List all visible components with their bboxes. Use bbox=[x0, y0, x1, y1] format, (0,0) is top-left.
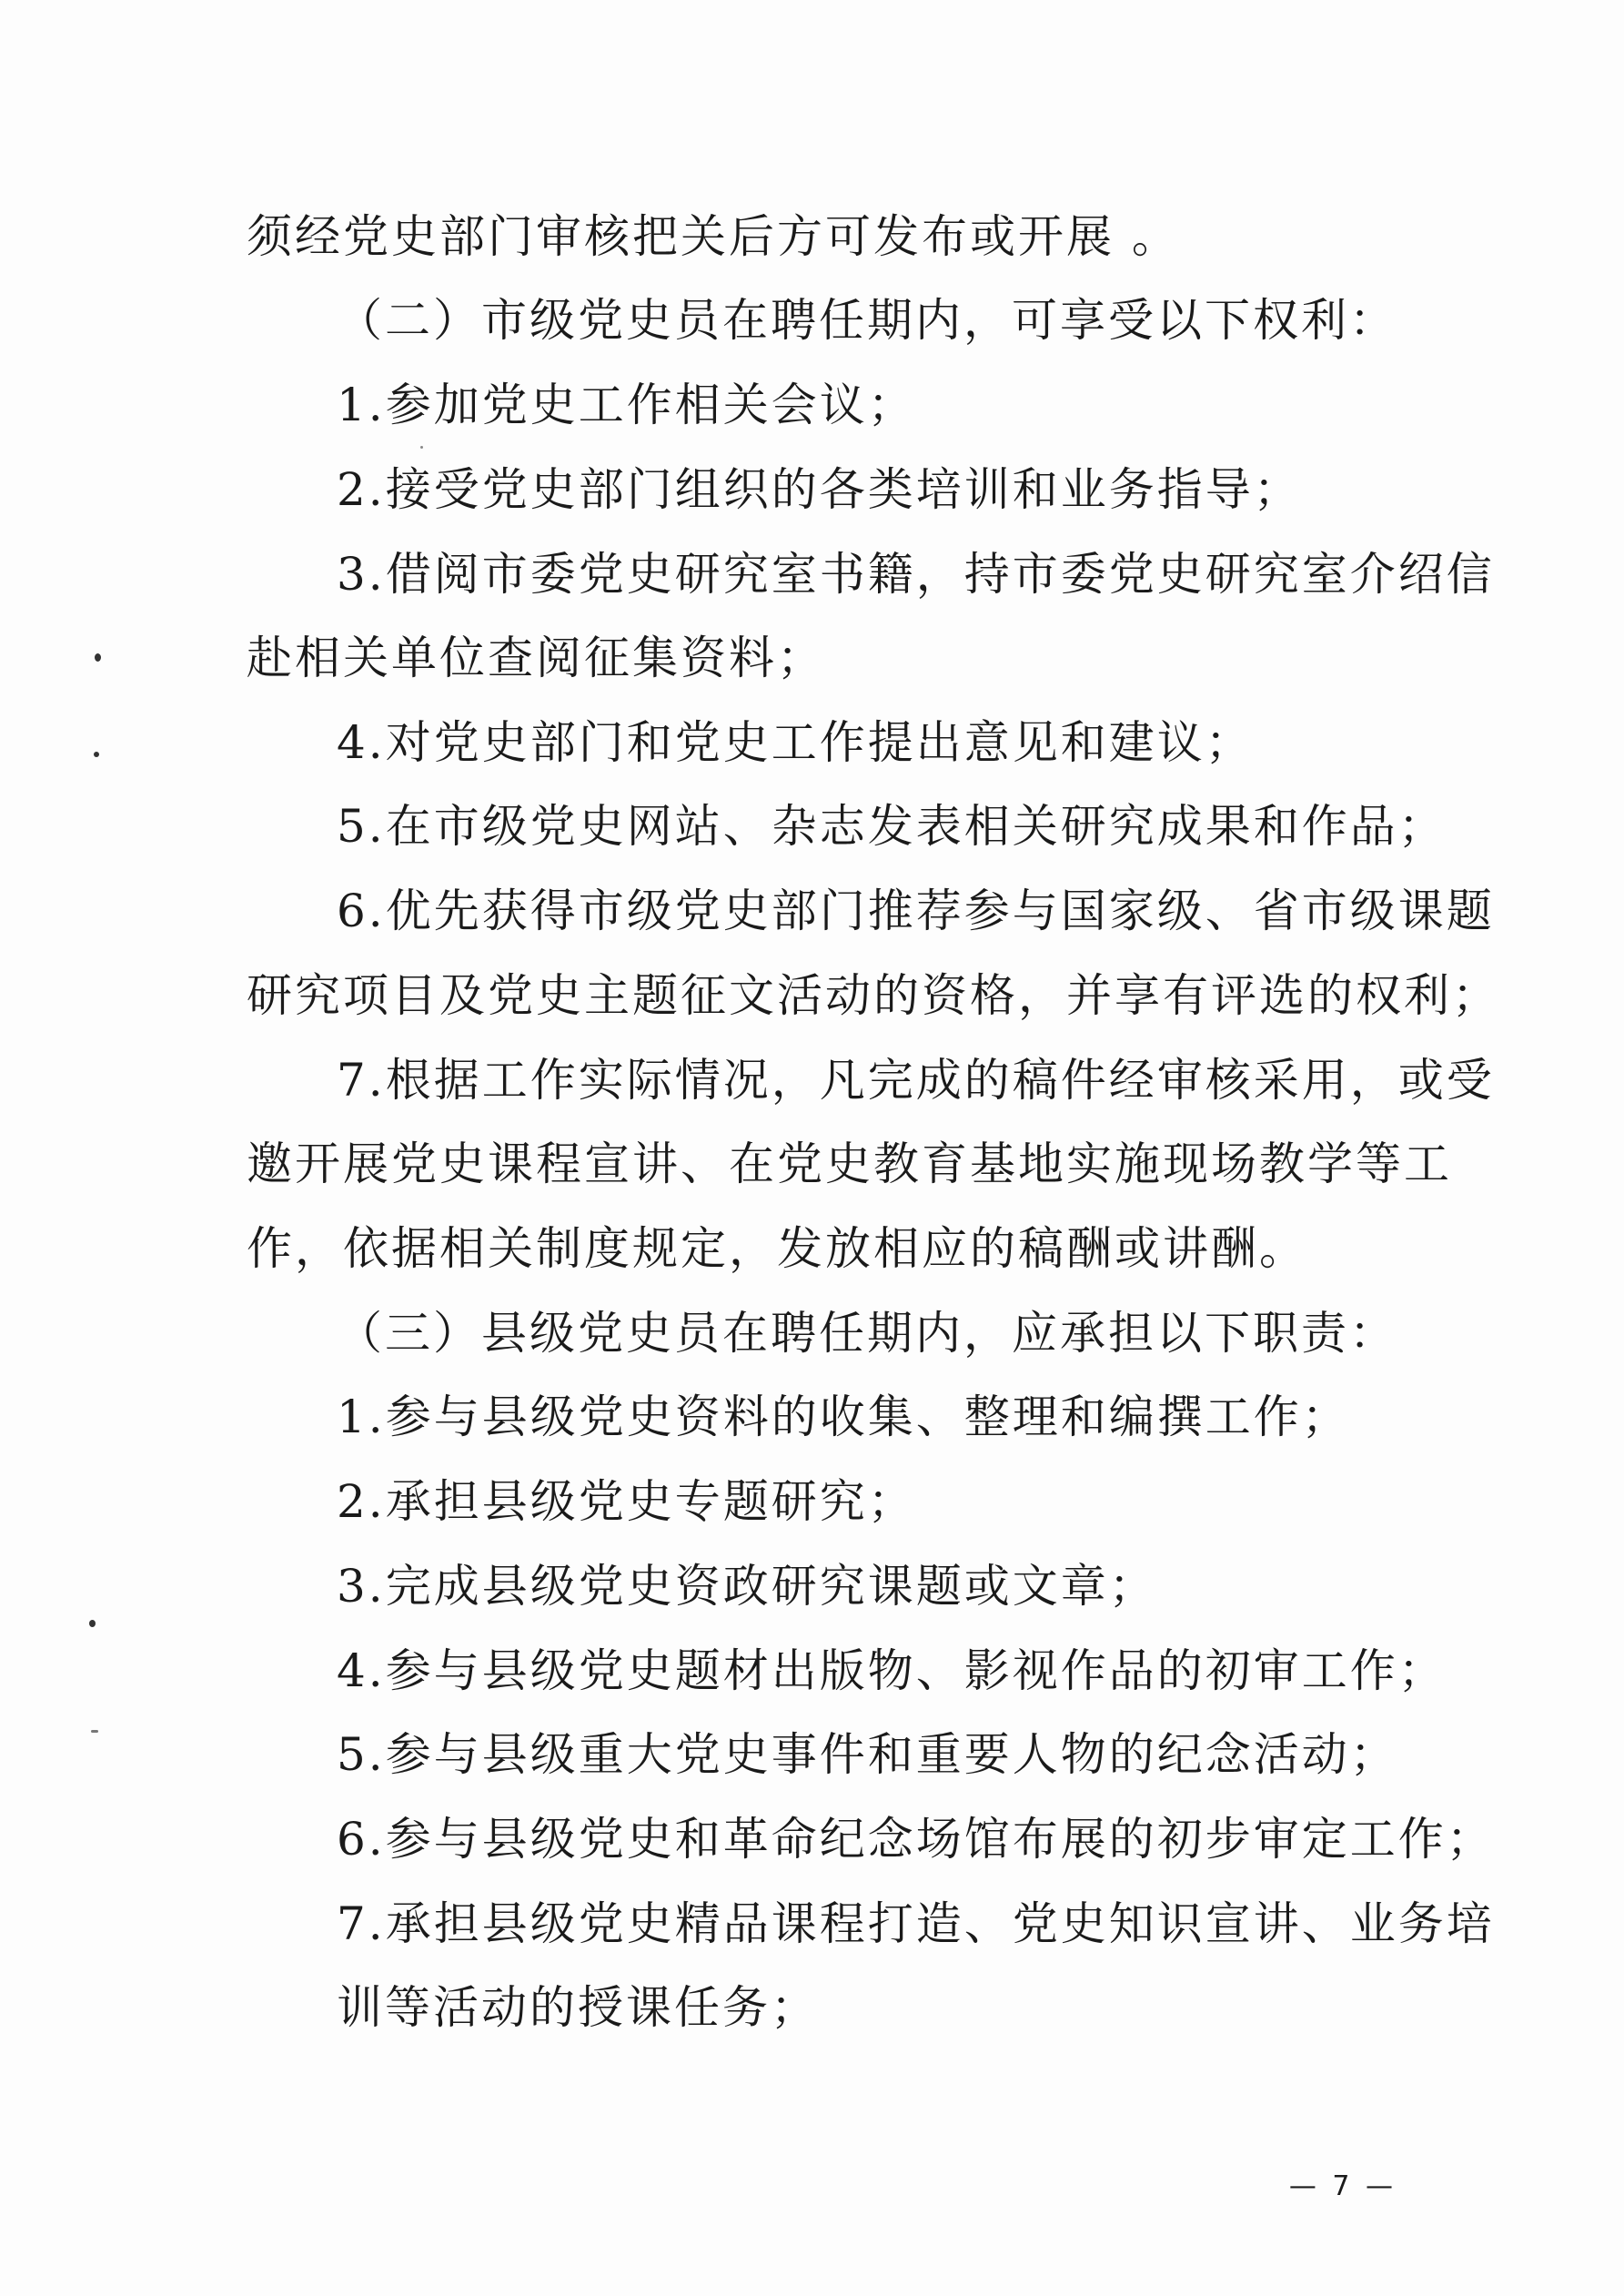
list-item-continuation: 作，依据相关制度规定，发放相应的稿酬或讲酬。 bbox=[247, 1222, 1307, 1275]
text-line-1: 须经党史部门审核把关后方可发布或开展 。 bbox=[247, 210, 1180, 263]
list-item: 6.参与县级党史和革命纪念场馆布展的初步审定工作； bbox=[337, 1813, 1495, 1866]
list-item: 1.参加党史工作相关会议； bbox=[337, 379, 916, 431]
list-item-continuation: 训等活动的授课任务； bbox=[337, 1981, 819, 2034]
list-item: 4.对党史部门和党史工作提出意见和建议； bbox=[337, 716, 1254, 769]
scan-speck bbox=[89, 1620, 96, 1627]
list-item-continuation: 赴相关单位查阅征集资料； bbox=[247, 632, 825, 684]
section-heading-2: （二）市级党史员在聘任期内，可享受以下权利： bbox=[337, 294, 1397, 347]
scan-speck bbox=[95, 653, 101, 662]
section-heading-3: （三）县级党史员在聘任期内，应承担以下职责： bbox=[337, 1307, 1397, 1360]
page-number: — 7 — bbox=[1288, 2170, 1397, 2202]
list-item: 7.承担县级党史精品课程打造、党史知识宣讲、业务培 bbox=[337, 1897, 1495, 1950]
list-item: 1.参与县级党史资料的收集、整理和编撰工作； bbox=[337, 1391, 1350, 1443]
scan-speck bbox=[420, 446, 423, 449]
list-item-continuation: 邀开展党史课程宣讲、在党史教育基地实施现场教学等工 bbox=[247, 1138, 1452, 1190]
list-item: 3.完成县级党史资政研究课题或文章； bbox=[337, 1560, 1157, 1613]
list-item: 4.参与县级党史题材出版物、影视作品的初审工作； bbox=[337, 1644, 1447, 1697]
list-item-continuation: 研究项目及党史主题征文活动的资格，并享有评选的权利； bbox=[247, 969, 1500, 1022]
list-item: 5.参与县级重大党史事件和重要人物的纪念活动； bbox=[337, 1728, 1398, 1781]
list-item: 5.在市级党史网站、杂志发表相关研究成果和作品； bbox=[337, 800, 1447, 853]
list-item: 7.根据工作实际情况，凡完成的稿件经审核采用，或受 bbox=[337, 1054, 1495, 1107]
list-item: 2.承担县级党史专题研究； bbox=[337, 1475, 916, 1528]
list-item: 3.借阅市委党史研究室书籍，持市委党史研究室介绍信 bbox=[337, 548, 1495, 601]
list-item: 2.接受党史部门组织的各类培训和业务指导； bbox=[337, 463, 1302, 516]
list-item: 6.优先获得市级党史部门推荐参与国家级、省市级课题 bbox=[337, 885, 1495, 937]
scan-speck bbox=[94, 752, 99, 757]
scan-speck bbox=[91, 1730, 98, 1733]
